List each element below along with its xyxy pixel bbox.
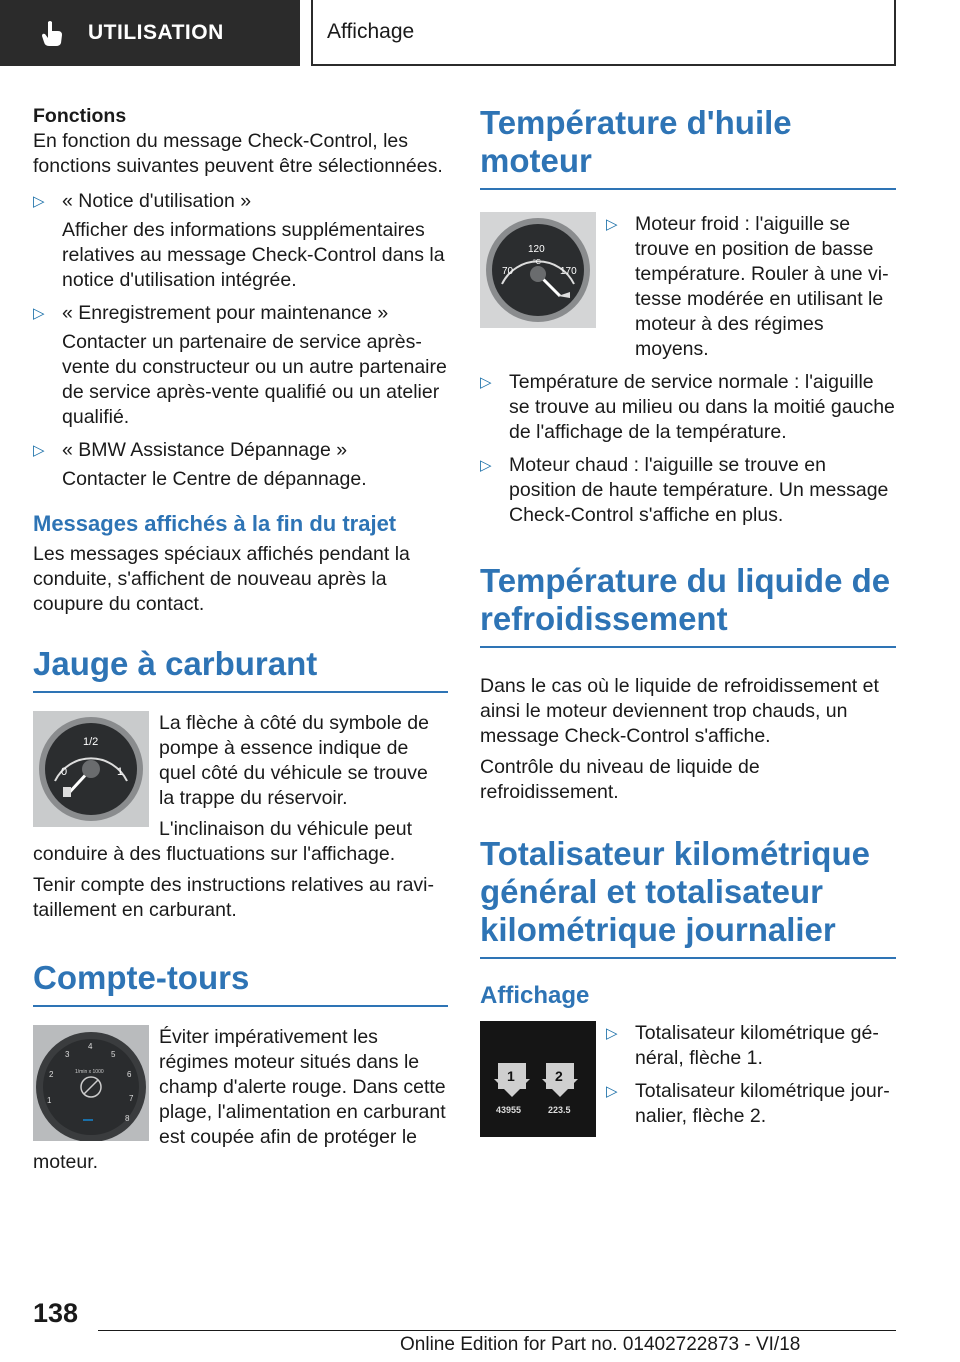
fonctions-title: Fonctions xyxy=(33,105,127,127)
compte-heading: Compte-tours xyxy=(33,959,448,1007)
bullet-triangle-icon: ▷ xyxy=(606,216,618,233)
list-item-desc: Contacter un partenaire de service après-vente du constructeur ou un autre partenaire de service après-vente qualifié ou un atelier qualifié. xyxy=(62,331,447,428)
bullet-triangle-icon: ▷ xyxy=(480,374,492,391)
svg-text:5: 5 xyxy=(111,1050,116,1059)
svg-text:120: 120 xyxy=(528,244,545,255)
list-item-desc: Contacter le Centre de dépannage. xyxy=(62,468,367,490)
compte-text: Éviter impérativement les régimes moteur situés dans le champ d'alerte rouge. Dans cette plage, l'alimentation en carburant est coupée afin de protéger le moteur. xyxy=(33,1026,446,1173)
left-column xyxy=(33,104,448,1181)
svg-text:1/2: 1/2 xyxy=(83,736,99,748)
fonctions-intro: En fonction du message Check-Control, les fonctions suivantes peuvent être sélectionnées. xyxy=(33,130,443,177)
jauge-text-2: L'inclinaison du véhicule peut conduire à des fluctuations sur l'affichage. xyxy=(33,818,413,865)
svg-text:6: 6 xyxy=(127,1070,132,1079)
svg-text:°C: °C xyxy=(533,259,541,266)
right-column xyxy=(480,104,896,1145)
svg-text:1: 1 xyxy=(117,766,124,778)
fuel-gauge-image xyxy=(33,711,149,827)
svg-text:2: 2 xyxy=(555,1068,563,1084)
svg-text:7: 7 xyxy=(129,1094,134,1103)
svg-text:8: 8 xyxy=(125,1114,130,1123)
svg-text:223.5: 223.5 xyxy=(548,1105,571,1115)
svg-text:170: 170 xyxy=(560,266,577,277)
jauge-text-1: La flèche à côté du symbole de pompe à essence indique de quel côté du véhicule se trouve la trappe du réservoir. xyxy=(159,712,429,809)
svg-text:1: 1 xyxy=(47,1096,52,1105)
bullet-triangle-icon: ▷ xyxy=(33,305,45,322)
footer-edition: Online Edition for Part no. 01402722873 - VI/18 xyxy=(400,1334,801,1355)
list-item: ▷ Totalisateur kilométrique journalier, flèche 2. xyxy=(606,1080,890,1127)
hand-pointer-icon xyxy=(38,19,66,47)
chapter-header xyxy=(311,0,896,66)
liquide-text-2: Contrôle du niveau de liquide de refroidissement. xyxy=(480,756,760,803)
tachometer-image xyxy=(33,1025,149,1141)
section-tab-label: UTILISATION xyxy=(88,21,224,44)
list-item: ▷ « Enregistrement pour maintenance » xyxy=(33,302,389,324)
section-tab xyxy=(0,0,300,66)
affichage-heading: Affichage xyxy=(480,982,590,1009)
odometer-image xyxy=(480,1021,596,1137)
liquide-heading: Température du liquide de refroidissement xyxy=(480,562,896,648)
list-item: ▷ Totalisateur kilométrique général, flèche 1. xyxy=(606,1022,879,1069)
chapter-title: Affichage xyxy=(327,20,415,43)
svg-text:70: 70 xyxy=(502,266,514,277)
svg-text:4: 4 xyxy=(88,1042,93,1051)
messages-heading: Messages affichés à la fin du trajet xyxy=(33,511,397,536)
svg-text:1: 1 xyxy=(507,1068,515,1084)
bullet-triangle-icon: ▷ xyxy=(606,1025,618,1042)
page-number: 138 xyxy=(33,1298,79,1328)
list-item-desc: Afficher des informations supplémentaires relatives au message Check-Control dans la notice d'utilisation intégrée. xyxy=(62,219,445,291)
svg-text:0: 0 xyxy=(61,766,68,778)
totalisateur-heading: Totalisateur kilométrique général et totalisateur kilométrique journalier xyxy=(480,835,896,959)
huile-item-1: ▷ Moteur froid : l'aiguille se trouve en position de basse température. Rouler à une vitesse modérée en utilisant le moteur à des régimes moyens. xyxy=(606,213,889,360)
list-item: ▷ Moteur chaud : l'aiguille se trouve en position de haute température. Un message Check-Control s'affiche en plus. xyxy=(480,454,889,526)
bullet-triangle-icon: ▷ xyxy=(606,1083,618,1100)
jauge-heading: Jauge à carburant xyxy=(33,645,448,693)
messages-text: Les messages spéciaux affichés pendant la conduite, s'affichent de nouveau après la coupure du contact. xyxy=(33,543,410,615)
list-item: ▷ « BMW Assistance Dépannage » xyxy=(33,439,348,461)
bullet-triangle-icon: ▷ xyxy=(33,442,45,459)
bullet-triangle-icon: ▷ xyxy=(33,193,45,210)
svg-text:43955: 43955 xyxy=(496,1105,522,1115)
svg-text:2: 2 xyxy=(49,1070,54,1079)
list-item: ▷ « Notice d'utilisation » xyxy=(33,190,252,212)
list-item: ▷ Température de service normale : l'aiguille se trouve au milieu ou dans la moitié gauche de l'affichage de la température. xyxy=(480,371,895,443)
huile-heading: Température d'huile moteur xyxy=(480,104,896,190)
oil-temp-gauge-image xyxy=(480,212,596,328)
jauge-text-3: Tenir compte des instructions relatives au ravitaillement en carburant. xyxy=(33,874,435,921)
footer-divider xyxy=(98,1330,896,1331)
bullet-triangle-icon: ▷ xyxy=(480,457,492,474)
liquide-text-1: Dans le cas où le liquide de refroidissement et ainsi le moteur deviennent trop chauds, un message Check-Control s'affiche. xyxy=(480,675,879,747)
svg-text:1/min x 1000: 1/min x 1000 xyxy=(75,1069,104,1075)
svg-text:3: 3 xyxy=(65,1050,70,1059)
